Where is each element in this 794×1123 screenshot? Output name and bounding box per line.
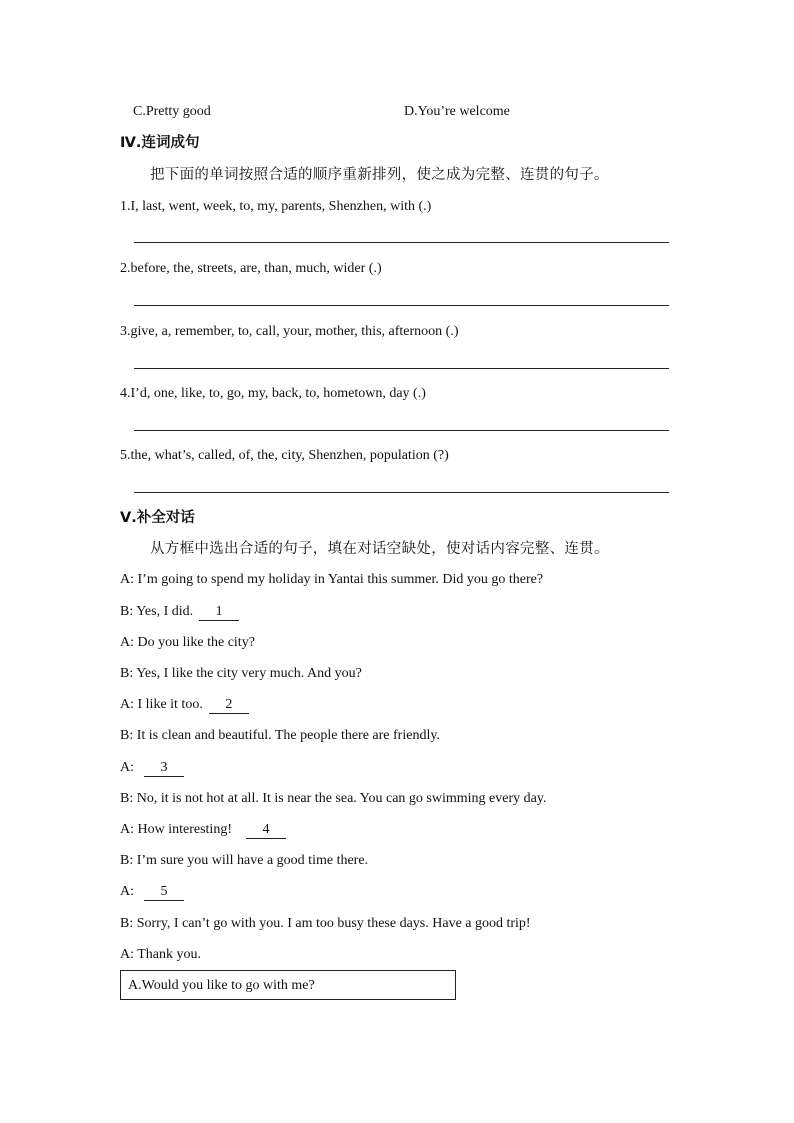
- dialog-line: A: I’m going to spend my holiday in Yantai this summer. Did you go there?: [120, 572, 544, 587]
- box-option-a: A.Would you like to go with me?: [128, 978, 315, 993]
- answer-line-5[interactable]: [134, 492, 669, 493]
- dialog-line: A: How interesting! 4: [120, 821, 286, 839]
- dialog-line: A: Thank you.: [120, 947, 202, 962]
- section4-title: Ⅳ.连词成句: [120, 135, 200, 151]
- dialog-line: B: It is clean and beautiful. The people there are friendly.: [120, 728, 440, 743]
- question-1: 1.I, last, went, week, to, my, parents, Shenzhen, with (.): [120, 199, 432, 214]
- dialog-line: B: No, it is not hot at all. It is near the sea. You can go swimming every day.: [120, 791, 547, 806]
- answer-line-3[interactable]: [134, 368, 669, 369]
- dialog-line: B: Yes, I did. 1: [120, 603, 239, 621]
- section5-instruction: 从方框中选出合适的句子，填在对话空缺处，使对话内容完整、连贯。: [150, 541, 609, 557]
- question-5: 5.the, what’s, called, of, the, city, Shenzhen, population (?): [120, 448, 449, 463]
- blank-4[interactable]: 4: [246, 822, 286, 839]
- blank-3[interactable]: 3: [144, 760, 184, 777]
- question-2: 2.before, the, streets, are, than, much, wider (.): [120, 261, 382, 276]
- dialog-line: A: I like it too. 2: [120, 696, 249, 714]
- dialog-line: B: Yes, I like the city very much. And you?: [120, 666, 362, 681]
- answer-line-2[interactable]: [134, 305, 669, 306]
- answer-line-4[interactable]: [134, 430, 669, 431]
- dialog-line: A: Do you like the city?: [120, 635, 255, 650]
- dialog-line: A: 5: [120, 883, 184, 901]
- question-4: 4.I’d, one, like, to, go, my, back, to, hometown, day (.): [120, 386, 426, 401]
- answer-line-1[interactable]: [134, 242, 669, 243]
- options-box: [120, 970, 456, 1000]
- dialog-line: A: 3: [120, 759, 184, 777]
- section4-instruction: 把下面的单词按照合适的顺序重新排列，使之成为完整、连贯的句子。: [150, 167, 609, 183]
- dialog-line: B: I’m sure you will have a good time there.: [120, 853, 369, 868]
- blank-5[interactable]: 5: [144, 884, 184, 901]
- section5-title: Ⅴ.补全对话: [120, 510, 195, 526]
- question-3: 3.give, a, remember, to, call, your, mother, this, afternoon (.): [120, 324, 459, 339]
- blank-2[interactable]: 2: [209, 697, 249, 714]
- blank-1[interactable]: 1: [199, 604, 239, 621]
- option-d: D.You’re welcome: [404, 104, 510, 119]
- option-c: C.Pretty good: [133, 104, 211, 119]
- dialog-line: B: Sorry, I can’t go with you. I am too busy these days. Have a good trip!: [120, 916, 531, 931]
